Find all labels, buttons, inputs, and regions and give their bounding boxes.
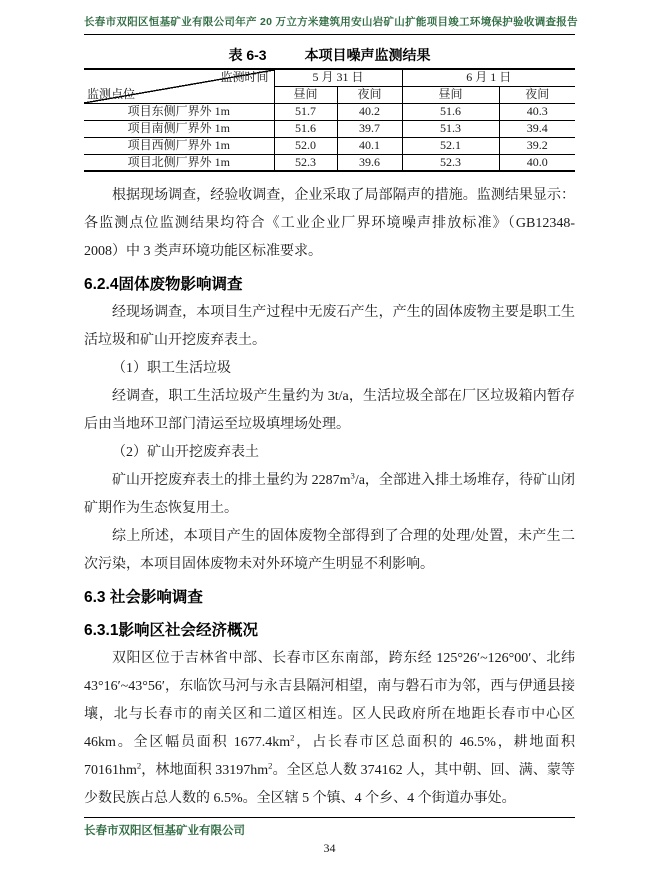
value-cell: 52.0 <box>274 137 337 154</box>
heading-6-3-1: 6.3.1影响区社会经济概况 <box>84 622 258 639</box>
diagonal-header-cell <box>84 69 274 103</box>
table-caption <box>84 45 575 65</box>
superscript: 2 <box>290 732 295 743</box>
paragraph-garbage: 经调查，职工生活垃圾产生量约为 3t/a，生活垃圾全部在厂区垃圾箱内暂存后由当地环卫部门清运至垃圾填埋场处理。 <box>84 389 575 432</box>
table-row <box>84 137 575 154</box>
page-header <box>84 14 578 35</box>
value-cell: 40.2 <box>337 103 402 120</box>
paragraph-topsoil <box>84 467 575 523</box>
paragraph-noise-result: 根据现场调查，经验收调查，企业采取了局部隔声的措施。监测结果显示：各监测点位监测结果均符合《工业企业厂界环境噪声排放标准》（GB12348-2008）中 3 类声环境功能区标准要求。 <box>84 188 575 259</box>
text-segment: 双阳区位于吉林省中部、长春市区东南部，跨东经 125°26′~126°00′、北纬 43°16′~43°56′，东临饮马河与永吉县隔河相望，南与磐石市为邻，西与伊通县接壤，北与长春市的南关区和二道区相连。区人民政府所在地距长春市中心区 46km。全区幅员面积 1677.4km <box>84 651 575 750</box>
text-segment: 。全区总人数 374162 人，其中朝、回、满、蒙等少数民族占总人数的 6.5%。全区辖 5 个镇、4 个乡、4 个街道办事处。 <box>84 763 576 806</box>
value-cell: 51.6 <box>274 120 337 137</box>
corner-label-point: 监测点位 <box>87 87 136 102</box>
value-cell: 39.6 <box>337 154 402 171</box>
value-cell: 51.6 <box>402 103 499 120</box>
value-cell: 52.3 <box>402 154 499 171</box>
text-segment: /a，全部进入排土场堆存，待矿山闭矿期作为生态恢复用土。 <box>84 473 575 516</box>
table-row <box>84 154 575 171</box>
value-cell: 40.1 <box>337 137 402 154</box>
subheader-night-2: 夜间 <box>499 86 575 103</box>
item-title-2: （2）矿山开挖废弃表土 <box>112 445 259 460</box>
text-segment: ，林地面积 33197hm <box>141 763 269 778</box>
subheader-day-2: 昼间 <box>402 86 499 103</box>
document-body <box>84 182 575 813</box>
text-segment: 矿山开挖废弃表土的排土量约为 2287m <box>112 473 351 488</box>
superscript: 2 <box>136 760 142 771</box>
heading-6-3: 6.3 社会影响调查 <box>84 589 203 606</box>
table-caption-label: 表 6-3 <box>228 47 267 63</box>
value-cell: 52.1 <box>402 137 499 154</box>
value-cell: 40.0 <box>499 154 575 171</box>
footer-company-name: 长春市双阳区恒基矿业有限公司 <box>84 825 245 837</box>
date-group-jun1: 6 月 1 日 <box>402 69 575 86</box>
paragraph-region-overview <box>84 645 575 813</box>
value-cell: 39.4 <box>499 120 575 137</box>
value-cell: 40.3 <box>499 103 575 120</box>
subheader-night-1: 夜间 <box>337 86 402 103</box>
superscript: 2 <box>268 760 273 771</box>
subheader-day-1: 昼间 <box>274 86 337 103</box>
table-caption-title: 本项目噪声监测结果 <box>304 47 431 63</box>
table-row <box>84 120 575 137</box>
corner-label-time: 监测时间 <box>220 70 269 84</box>
date-group-may31: 5 月 31 日 <box>274 69 402 86</box>
monitor-point: 项目南侧厂界外 1m <box>84 120 274 137</box>
monitor-point: 项目西侧厂界外 1m <box>84 137 274 154</box>
noise-monitoring-table <box>84 68 575 172</box>
monitor-point: 项目北侧厂界外 1m <box>84 154 274 171</box>
value-cell: 51.3 <box>402 120 499 137</box>
table-header-row-dates <box>84 69 575 86</box>
page-footer <box>84 817 575 856</box>
value-cell: 51.7 <box>274 103 337 120</box>
text-segment: ，占长春市区总面积的 46.5%，耕地面积 70161hm <box>84 735 575 778</box>
heading-6-2-4: 6.2.4固体废物影响调查 <box>84 276 243 293</box>
table-row <box>84 103 575 120</box>
superscript: 3 <box>350 470 355 481</box>
paragraph-summary: 综上所述，本项目产生的固体废物全部得到了合理的处理/处置，未产生二次污染，本项目固体废物未对外环境产生明显不利影响。 <box>84 529 575 572</box>
paragraph-solid-waste: 经现场调查，本项目生产过程中无废石产生，产生的固体废物主要是职工生活垃圾和矿山开挖废弃表土。 <box>84 305 575 348</box>
value-cell: 52.3 <box>274 154 337 171</box>
value-cell: 39.7 <box>337 120 402 137</box>
page-number: 34 <box>323 841 336 855</box>
monitor-point: 项目东侧厂界外 1m <box>84 103 274 120</box>
item-title-1: （1）职工生活垃圾 <box>112 361 231 376</box>
header-title: 长春市双阳区恒基矿业有限公司年产 20 万立方米建筑用安山岩矿山扩能项目竣工环境保护验收调查报告 <box>84 16 578 28</box>
value-cell: 39.2 <box>499 137 575 154</box>
